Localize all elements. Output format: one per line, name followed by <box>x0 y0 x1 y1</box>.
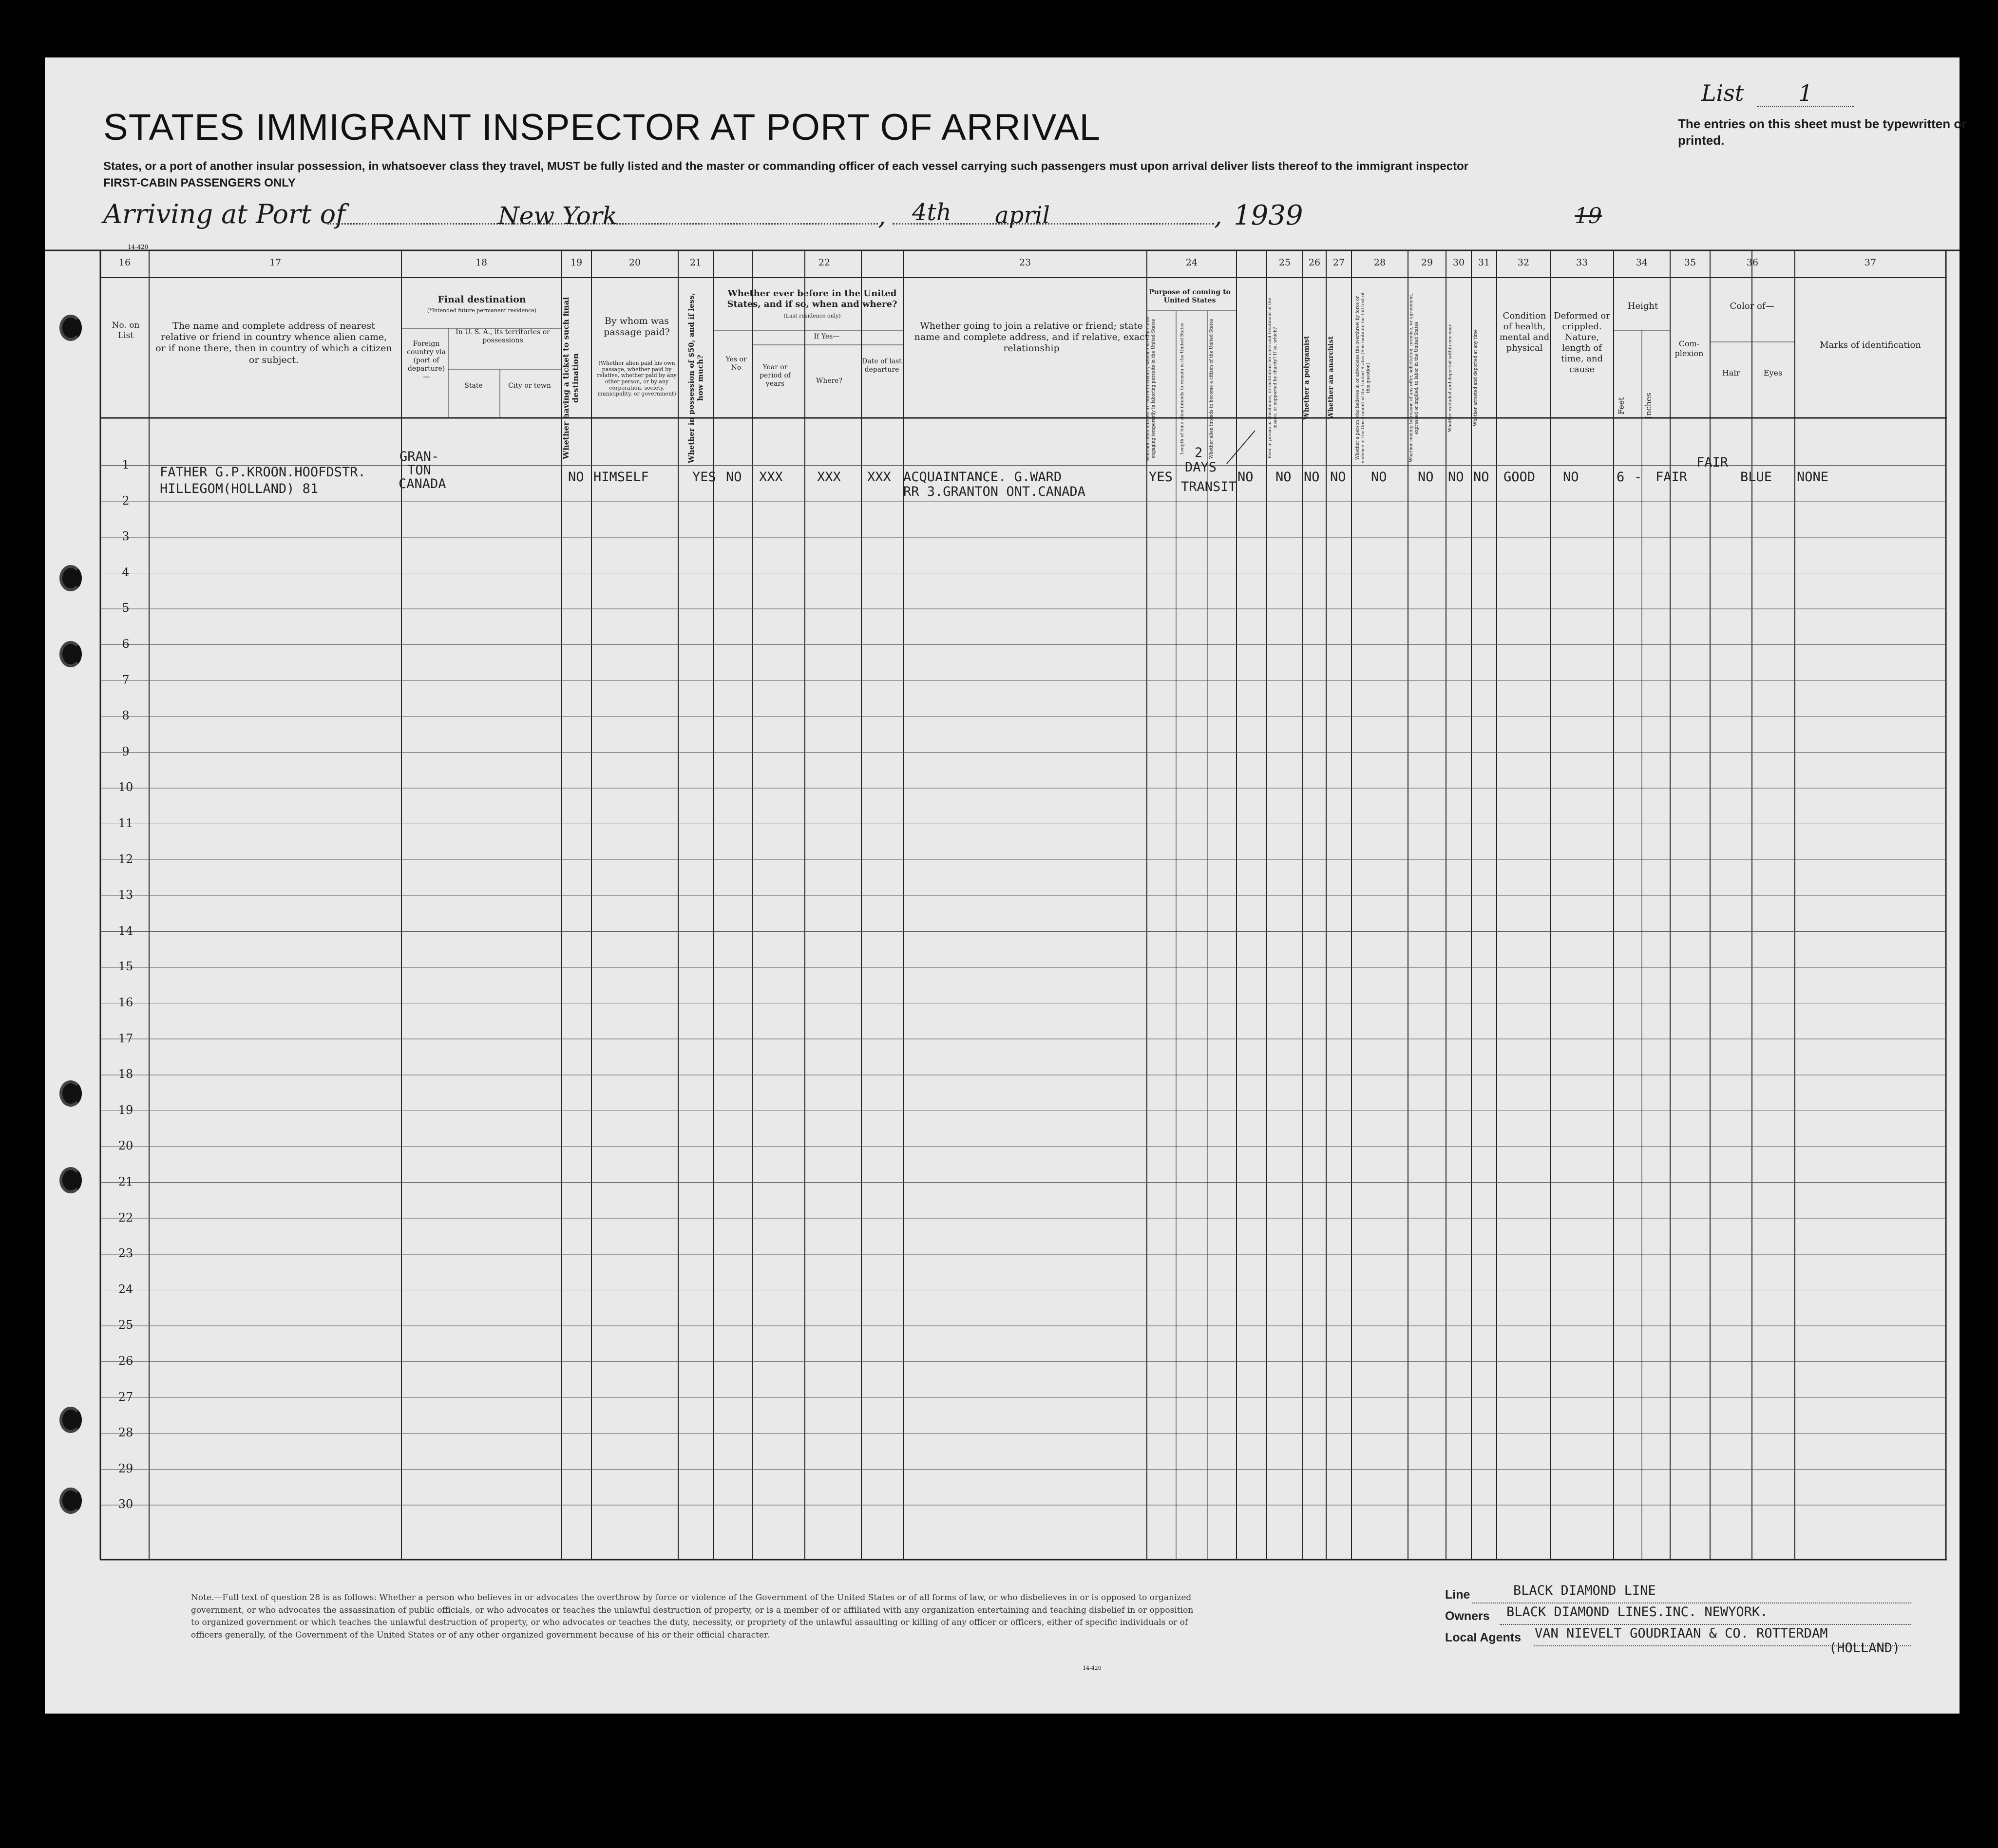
row-number: 23 <box>118 1246 133 1261</box>
row-number: 16 <box>118 996 133 1009</box>
manifest-sheet <box>45 57 1967 1714</box>
header-purpose: Purpose of coming to United States <box>1149 288 1231 305</box>
subtitle-line-1: States, or a port of another insular possession, in whatsoever class they travel, MUST be fully listed and the master or commanding officer of each vessel carrying such passengers must upon arrival deliver lists thereof to the immigrant inspector <box>103 160 1469 173</box>
row-number: 17 <box>118 1031 133 1045</box>
entry-deformed: NO <box>1563 470 1579 485</box>
header-arrested: Whether arrested and deported at any time <box>1473 329 1478 427</box>
column-number: 16 <box>118 257 131 268</box>
column-number: 30 <box>1452 257 1465 268</box>
form-code-footer: 14-420 <box>1083 1665 1102 1671</box>
header-hair: Hair <box>1722 368 1740 377</box>
agents-value: VAN NIEVELT GOUDRIAAN & CO. ROTTERDAM <box>1535 1626 1828 1641</box>
arrival-month: april <box>995 202 1050 229</box>
row-number: 12 <box>118 852 133 866</box>
arriving-label: Arriving at Port of <box>103 199 346 229</box>
header-in-usa: In U. S. A., its territories or possessions <box>456 328 550 345</box>
arrival-day: 4th <box>912 199 951 226</box>
entry-purpose-citizen: NO <box>1237 470 1254 485</box>
header-date-departure: Date of last departure <box>862 358 902 374</box>
row-number: 11 <box>118 816 133 830</box>
owners-underline <box>1500 1624 1911 1625</box>
entry-destination-line-3: CANADA <box>399 476 446 491</box>
row-number: 14 <box>118 924 133 938</box>
entry-ticket: NO <box>568 470 584 485</box>
line-value: BLACK DIAMOND LINE <box>1513 1583 1656 1598</box>
header-deformed: Deformed or crippled. Nature, length of time, and cause <box>1554 311 1610 375</box>
header-health: Condition of health, mental and physical <box>1499 311 1550 353</box>
entry-anarchist: NO <box>1330 470 1346 485</box>
header-ever-in-us-note: (Last residence only) <box>783 313 841 319</box>
row-number: 13 <box>118 888 133 902</box>
entry-destination-line-2: TON <box>407 463 431 478</box>
agents-label: Local Agents <box>1445 1631 1522 1644</box>
column-number: 23 <box>1019 257 1031 268</box>
header-purpose-return: Whether alien intends to return to country whence he came after engaging temporarily in laboring pursuits in the United States <box>1146 316 1156 462</box>
entry-excluded: NO <box>1448 470 1464 485</box>
column-number: 25 <box>1278 257 1291 268</box>
arrival-year: 1939 <box>1234 200 1303 231</box>
column-number: 26 <box>1308 257 1321 268</box>
entry-arrested: NO <box>1473 470 1489 485</box>
column-number: 21 <box>689 257 702 268</box>
row-number: 21 <box>118 1175 133 1188</box>
entry-hair: FAIR <box>1696 455 1729 470</box>
form-code: 14-420 <box>128 244 149 250</box>
header-foreign-country: Foreign country via (port of departure)— <box>407 340 446 381</box>
typewritten-instruction: The entries on this sheet must be typewritten or printed. <box>1678 116 1967 148</box>
entry-marks: NONE <box>1797 470 1829 485</box>
comma: , <box>1214 202 1222 231</box>
header-complexion: Com-plexion <box>1675 339 1704 358</box>
column-number: 36 <box>1746 257 1759 268</box>
column-number: 29 <box>1421 257 1433 268</box>
row-number: 25 <box>118 1318 133 1332</box>
entry-year-period: XXX <box>759 470 783 485</box>
header-purpose-length: Length of time alien intends to remain in the United States <box>1180 322 1185 455</box>
header-purpose-citizen: Whether alien intends to become a citizen of the United States <box>1209 319 1214 459</box>
comma: , <box>878 202 886 231</box>
entry-relative-line-2: HILLEGOM(HOLLAND) 81 <box>160 481 319 496</box>
column-number: 18 <box>475 257 488 268</box>
entry-purpose-return: YES <box>1149 470 1173 485</box>
column-number: 35 <box>1684 257 1696 268</box>
header-final-destination-note: (*Intended future permanent residence) <box>427 307 537 314</box>
column-number: 28 <box>1373 257 1386 268</box>
entry-eyes: BLUE <box>1740 470 1772 485</box>
column-number: 32 <box>1517 257 1530 268</box>
header-color-of: Color of— <box>1730 301 1774 311</box>
header-anarchist: Whether an anarchist <box>1327 336 1335 420</box>
row-number: 29 <box>118 1461 133 1475</box>
entry-health: GOOD <box>1503 470 1536 485</box>
table-grid <box>45 57 1960 1714</box>
column-number: 31 <box>1478 257 1490 268</box>
entry-purpose-length-2: DAYS <box>1185 460 1217 475</box>
header-inches: Inches <box>1644 393 1653 419</box>
row-number: 10 <box>118 780 133 794</box>
arrival-port: New York <box>498 202 617 230</box>
entry-passage-paid: HIMSELF <box>593 470 649 485</box>
column-number: 33 <box>1576 257 1588 268</box>
page-title: STATES IMMIGRANT INSPECTOR AT PORT OF ARRIVAL <box>103 107 1101 148</box>
header-no-on-list: No. on List <box>112 321 140 340</box>
column-number: 37 <box>1864 257 1877 268</box>
row-number: 27 <box>118 1390 133 1404</box>
entry-relative-line-1: FATHER G.P.KROON.HOOFDSTR. <box>160 465 366 480</box>
header-passage-paid: By whom was passage paid? <box>604 316 670 338</box>
row-number: 20 <box>118 1139 133 1153</box>
header-fifty-dollars: Whether in possession of $50, and if less, how much? <box>687 293 705 463</box>
header-prison: Ever in prison or almshouse, or institution for care and treatment of the insane, or supported by charity? If so, which? <box>1268 298 1278 458</box>
owners-value: BLACK DIAMOND LINES.INC. NEWYORK. <box>1506 1604 1768 1620</box>
row-number: 24 <box>118 1282 133 1296</box>
entry-purpose-length-3: TRANSIT <box>1181 479 1237 494</box>
row-number: 15 <box>118 960 133 974</box>
entry-fifty-dollars: YES <box>692 470 716 485</box>
entry-join-line-2: RR 3.GRANTON ONT.CANADA <box>903 484 1085 499</box>
entry-join-line-1: ACQUAINTANCE. G.WARD <box>903 470 1062 485</box>
entry-prison: NO <box>1275 470 1292 485</box>
header-eyes: Eyes <box>1763 368 1783 377</box>
entry-purpose-length-1: 2 <box>1195 445 1203 460</box>
column-number: 34 <box>1636 257 1648 268</box>
row-number: 2 <box>122 493 130 508</box>
row-number: 19 <box>118 1103 133 1117</box>
header-passage-paid-note: (Whether alien paid his own passage, whether paid by relative, whether paid by any other person, or by any corporation, society, municipality, or government) <box>597 360 677 397</box>
header-height: Height <box>1627 301 1658 311</box>
owners-label: Owners <box>1445 1609 1490 1623</box>
row-number: 26 <box>118 1354 133 1368</box>
row-number: 5 <box>122 601 130 615</box>
row-number: 4 <box>122 565 130 579</box>
column-number: 20 <box>628 257 641 268</box>
header-polygamist: Whether a polygamist <box>1303 336 1311 420</box>
row-number: 28 <box>118 1426 133 1440</box>
column-number: 27 <box>1332 257 1345 268</box>
entry-polygamist: NO <box>1304 470 1320 485</box>
header-yes-or-no: Yes or No <box>725 356 747 372</box>
column-number: 17 <box>269 257 282 268</box>
row-number: 6 <box>122 637 130 651</box>
entry-height-inches: - <box>1634 470 1642 485</box>
list-value: 1 <box>1757 80 1854 107</box>
header-final-destination: Final destination <box>438 294 526 305</box>
row-number: 1 <box>122 458 130 471</box>
line-label: Line <box>1445 1588 1470 1602</box>
entry-complexion: FAIR <box>1655 470 1688 485</box>
header-year-period: Year or period of years <box>760 363 791 388</box>
header-excluded: Whether excluded and deported within one year <box>1448 324 1453 432</box>
footnote: Note.—Full text of question 28 is as follows: Whether a person who believes in or advocates the overthrow by force or violence of the Government of the United States or of all forms of law, or who disbelieves in or is opposed to organized government, or who advocates the assassination of public officials, or who advocates or teaches the unlawful destruction of property, or is a member of or affiliated with any organization entertaining and teaching disbelief in or opposition to organized government or which teaches the unlawful destruction of property, or who advocates or teaches the duty, necessity, or propriety of the unlawful assaulting or killing of any officer or officers, either of specific individuals or of officers generally, of the Government of the United States or of any other organized government because of his or their official character. <box>191 1593 1194 1640</box>
entry-destination-line-1: GRAN- <box>400 449 439 464</box>
header-ever-in-us: Whether ever before in the United States, and if so, when and where? <box>727 288 897 309</box>
header-city: City or town <box>508 382 551 390</box>
entry-height-feet: 6 <box>1617 470 1625 485</box>
header-feet: Feet <box>1617 397 1626 415</box>
header-marks: Marks of identification <box>1820 340 1921 350</box>
header-join-relative: Whether going to join a relative or friend; state name and complete address, and if relative, exact relationship <box>914 321 1149 354</box>
header-state: State <box>464 382 483 390</box>
row-number: 9 <box>122 744 130 758</box>
row-number: 18 <box>118 1067 133 1081</box>
header-where: Where? <box>816 377 843 385</box>
entry-overthrow: NO <box>1371 470 1387 485</box>
year-suffix: 19 <box>1575 204 1602 228</box>
header-if-yes: If Yes— <box>814 333 840 340</box>
header-overthrow: Whether a person who believes in or advocates the overthrow by force or violence of the Government of the United States (See footnote for full text of this question) <box>1355 292 1371 464</box>
row-number: 30 <box>118 1497 133 1511</box>
header-labor-offer: Whether coming by reason of any offer, solicitation, promise, or agreement, expressed or implied, to labor in the United States <box>1409 293 1419 463</box>
row-number: 8 <box>122 709 130 723</box>
entry-ever-in-us: NO <box>726 470 742 485</box>
row-number: 7 <box>122 673 130 687</box>
entry-where: XXX <box>817 470 841 485</box>
agents-value-country: (HOLLAND) <box>1829 1641 1901 1656</box>
list-label: List 1 <box>1701 80 1854 107</box>
column-number: 24 <box>1185 257 1198 268</box>
entry-date-departure: XXX <box>867 470 891 485</box>
header-ticket: Whether having a ticket to such final destination <box>561 297 580 459</box>
pencil-mark <box>1224 428 1258 467</box>
row-number: 3 <box>122 529 130 544</box>
entry-labor-offer: NO <box>1418 470 1434 485</box>
row-number: 22 <box>118 1210 133 1225</box>
column-number: 22 <box>818 257 831 268</box>
column-number: 19 <box>570 257 583 268</box>
header-relative-address: The name and complete address of nearest relative or friend in country whence alien came, or if none there, then in country of which a citizen or subject. <box>155 321 392 365</box>
subtitle-line-2: FIRST-CABIN PASSENGERS ONLY <box>103 176 296 189</box>
